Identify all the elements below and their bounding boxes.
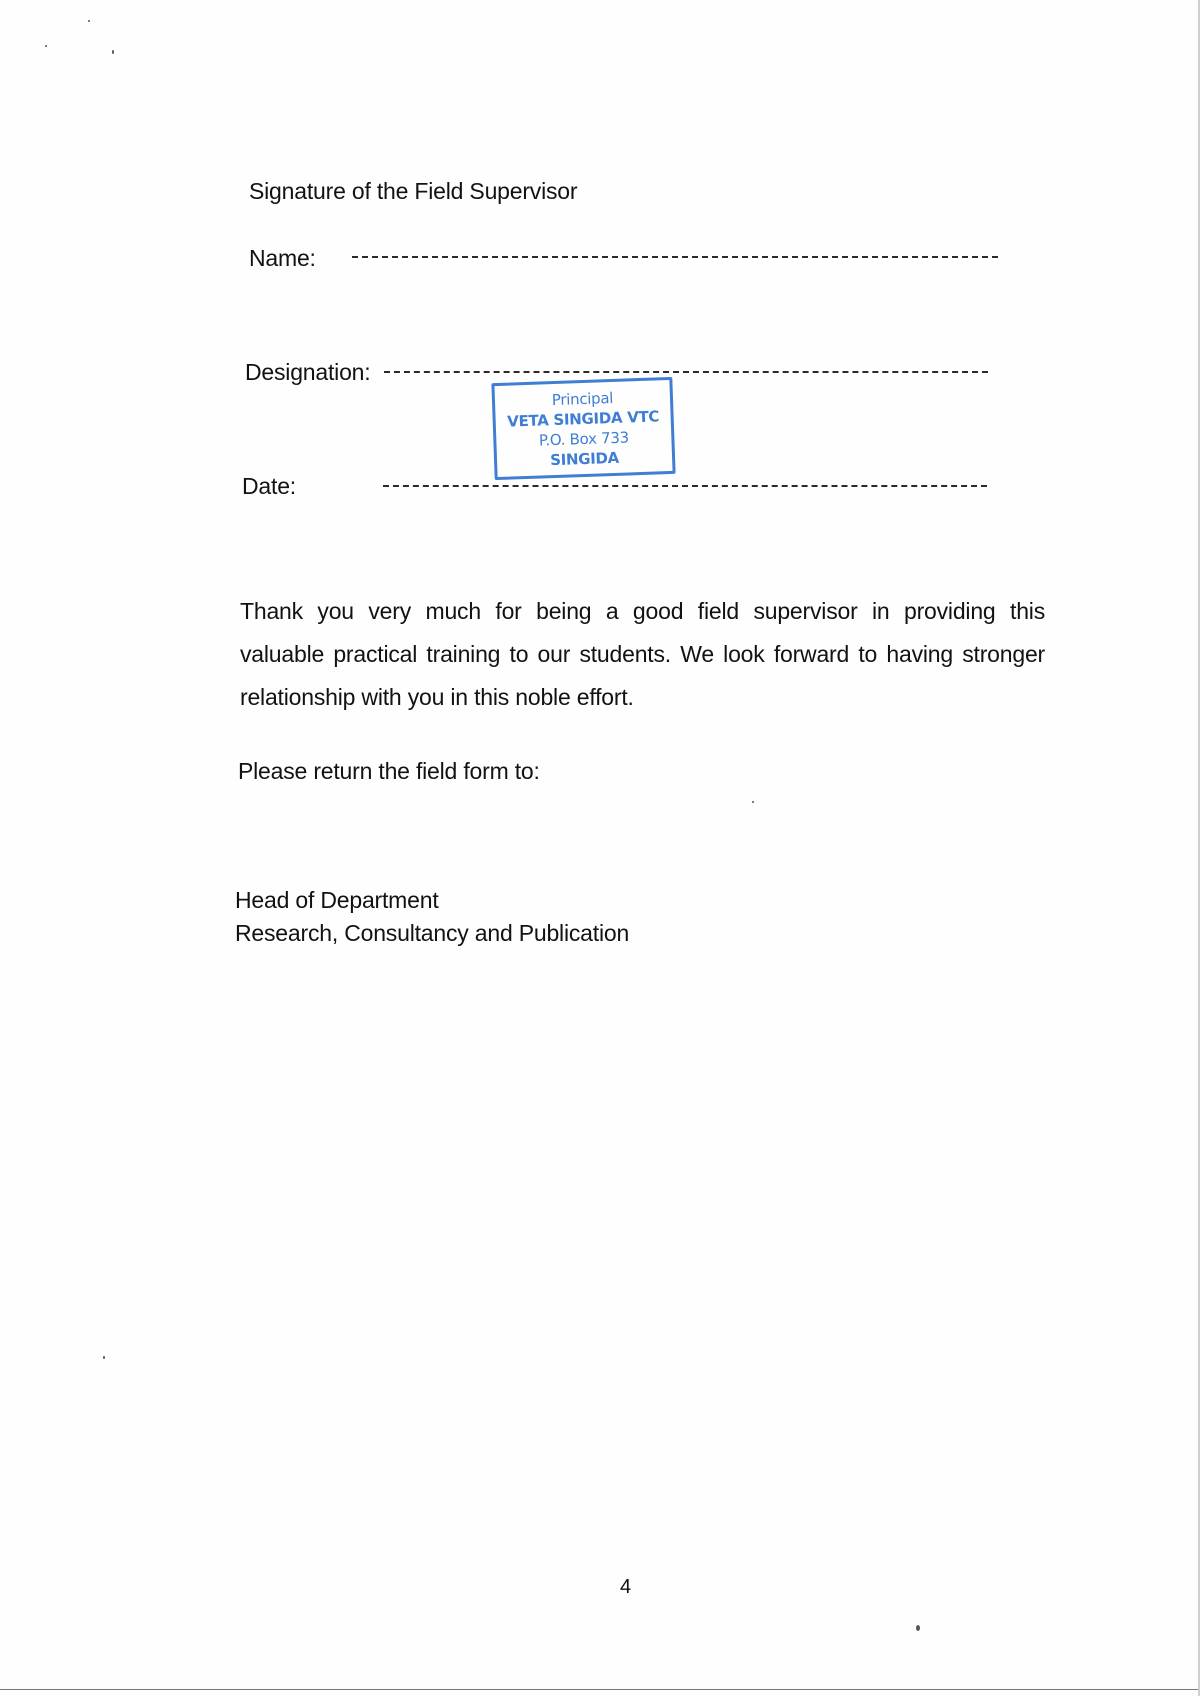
scan-speck [112, 50, 114, 54]
scan-speck [752, 801, 754, 803]
thank-you-line: valuable practical training to our students. We look forward to having stronger [240, 641, 1045, 667]
date-label: Date: [242, 473, 296, 499]
signature-heading: Signature of the Field Supervisor [249, 178, 578, 204]
scan-speck [88, 20, 90, 22]
thank-you-paragraph [240, 590, 1045, 719]
designation-label: Designation: [245, 359, 371, 385]
scan-speck [916, 1625, 920, 1631]
designation-field-line [384, 371, 988, 373]
return-instruction: Please return the field form to: [238, 758, 540, 784]
address-department: Head of Department [235, 887, 439, 913]
scan-speck [103, 1356, 105, 1359]
name-field-line [352, 256, 998, 258]
page-bottom-edge [0, 1689, 1200, 1690]
scan-speck [45, 45, 47, 47]
stamp-institution: VETA SINGIDA VTC [506, 407, 660, 431]
address-unit: Research, Consultancy and Publication [235, 920, 630, 946]
official-stamp [491, 377, 675, 480]
date-field-line [383, 485, 987, 487]
page-number: 4 [620, 1576, 632, 1598]
thank-you-line: Thank you very much for being a good field supervisor in providing this [240, 598, 1045, 624]
stamp-title: Principal [551, 388, 614, 410]
name-label: Name: [249, 245, 316, 271]
stamp-town: SINGIDA [549, 448, 620, 470]
stamp-po-box: P.O. Box 733 [538, 428, 630, 450]
thank-you-line: relationship with you in this noble effort. [240, 684, 634, 710]
